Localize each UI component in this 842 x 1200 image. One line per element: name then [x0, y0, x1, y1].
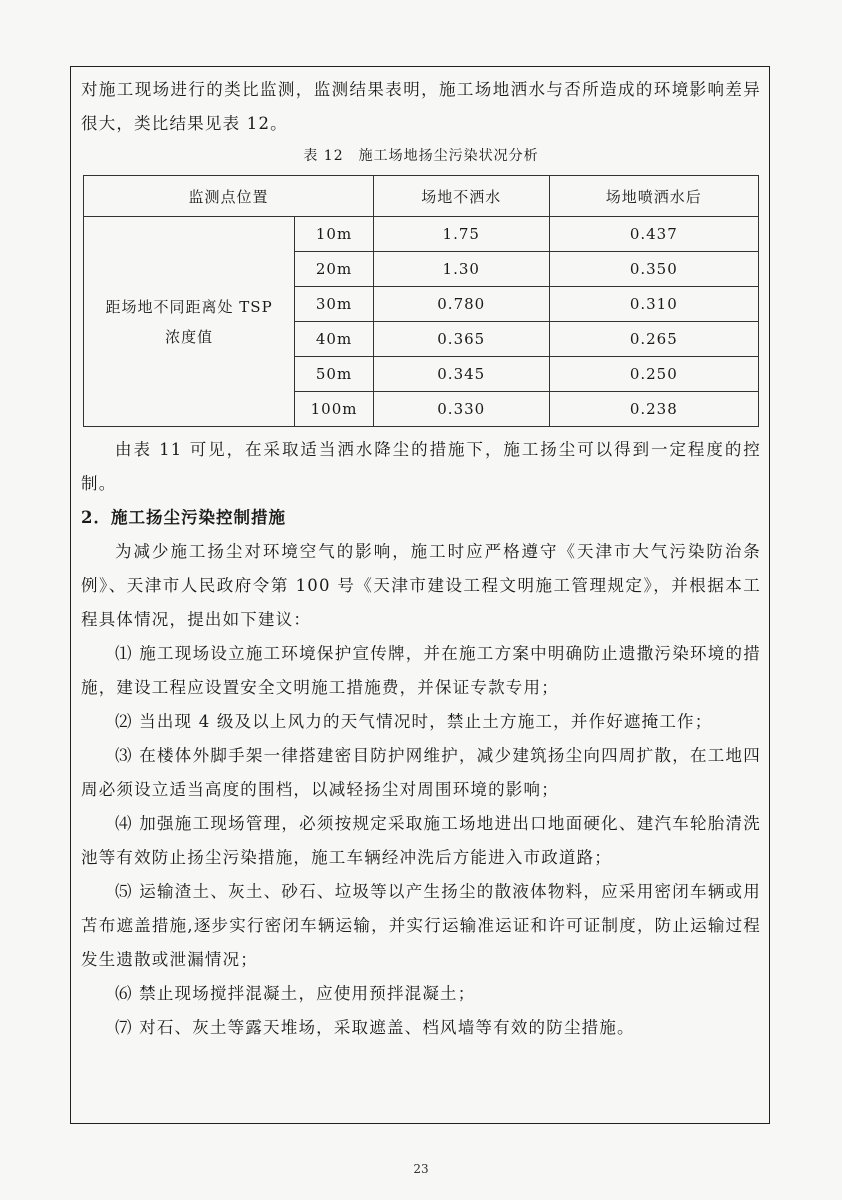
wet-value-cell: 0.250 [549, 357, 758, 392]
measure-item: ⑸ 运输渣土、灰土、砂石、垃圾等以产生扬尘的散液体物料，应采用密闭车辆或用苫布遮盖措施,逐步实行密闭车辆运输，并实行运输准运证和许可证制度，防止运输过程发生遗散或泄漏情况； [81, 882, 761, 969]
wet-value-cell: 0.437 [549, 217, 758, 252]
wet-value-cell: 0.350 [549, 252, 758, 287]
row-label-cell [84, 217, 295, 427]
distance-cell: 50m [295, 357, 374, 392]
row-label-line1: 距场地不同距离处 TSP [105, 297, 273, 316]
dry-value-cell: 1.75 [373, 217, 549, 252]
header-wet: 场地喷洒水后 [549, 176, 758, 217]
row-label-line2: 浓度值 [165, 327, 214, 346]
dry-value-cell: 0.780 [373, 287, 549, 322]
measure-item: ⑹ 禁止现场搅拌混凝土，应使用预拌混凝土； [115, 984, 476, 1003]
table-row [84, 217, 759, 252]
distance-cell: 100m [295, 392, 374, 427]
section-heading: 2．施工扬尘污染控制措施 [81, 508, 286, 527]
wet-value-cell: 0.310 [549, 287, 758, 322]
dry-value-cell: 0.365 [373, 322, 549, 357]
after-table-paragraph: 由表 11 可见，在采取适当洒水降尘的措施下，施工扬尘可以得到一定程度的控制。 [81, 440, 761, 493]
measure-item: ⑷ 加强施工现场管理，必须按规定采取施工场地进出口地面硬化、建汽车轮胎清洗池等有效防止扬尘污染措施，施工车辆经冲洗后方能进入市政道路； [81, 814, 761, 867]
intro-paragraph: 对施工现场进行的类比监测，监测结果表明，施工场地洒水与否所造成的环境影响差异很大，类比结果见表 12。 [81, 80, 761, 133]
dry-value-cell: 0.330 [373, 392, 549, 427]
measure-item: ⑺ 对石、灰土等露天堆场，采取遮盖、档风墙等有效的防尘措施。 [115, 1018, 635, 1037]
measure-item: ⑴ 施工现场设立施工环境保护宣传牌，并在施工方案中明确防止遗撒污染环境的措施，建设工程应设置安全文明施工措施费，并保证专款专用； [81, 644, 761, 697]
distance-cell: 40m [295, 322, 374, 357]
dry-value-cell: 1.30 [373, 252, 549, 287]
table-header-row [84, 176, 759, 217]
header-dry: 场地不洒水 [373, 176, 549, 217]
measure-item: ⑶ 在楼体外脚手架一律搭建密目防护网维护，减少建筑扬尘向四周扩散，在工地四周必须设立适当高度的围档，以减轻扬尘对周围环境的影响； [81, 746, 761, 799]
distance-cell: 10m [295, 217, 374, 252]
page-frame [70, 66, 770, 1124]
dry-value-cell: 0.345 [373, 357, 549, 392]
distance-cell: 20m [295, 252, 374, 287]
measure-item: ⑵ 当出现 4 级及以上风力的天气情况时，禁止土方施工，并作好遮掩工作； [115, 712, 713, 731]
wet-value-cell: 0.265 [549, 322, 758, 357]
header-location: 监测点位置 [84, 176, 374, 217]
table-title: 表 12 施工场地扬尘污染状况分析 [303, 148, 539, 164]
tsp-table [83, 175, 759, 427]
section-intro-paragraph: 为减少施工扬尘对环境空气的影响，施工时应严格遵守《天津市大气污染防治条例》、天津市人民政府令第 100 号《天津市建设工程文明施工管理规定》，并根据本工程具体情况，提出如下建议： [81, 542, 761, 629]
page-content [81, 73, 761, 1045]
distance-cell: 30m [295, 287, 374, 322]
page-number: 23 [413, 1162, 429, 1176]
wet-value-cell: 0.238 [549, 392, 758, 427]
